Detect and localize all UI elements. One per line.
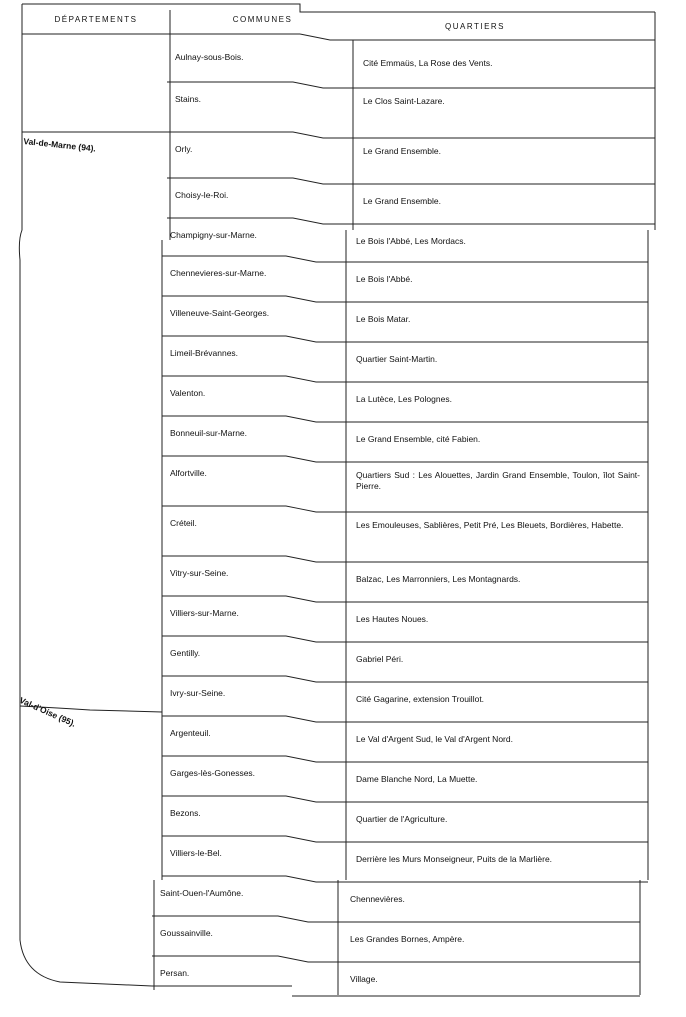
table-row	[0, 178, 686, 218]
commune-cell: Villiers-le-Bel.	[170, 848, 222, 858]
quartier-cell: Le Bois Matar.	[356, 314, 411, 324]
commune-cell: Champigny-sur-Marne.	[170, 230, 257, 240]
commune-cell: Villeneuve-Saint-Georges.	[170, 308, 270, 318]
quartier-cell: Le Val d'Argent Sud, le Val d'Argent Nord.	[356, 734, 513, 744]
departement-label: Val-de-Marne (94).	[22, 136, 97, 154]
quartier-cell: Quartier de l'Agriculture.	[356, 814, 448, 824]
quartier-cell: Cité Gagarine, extension Trouillot.	[356, 694, 485, 704]
commune-cell: Garges-lès-Gonesses.	[170, 768, 256, 778]
quartier-cell: Le Grand Ensemble, cité Fabien.	[356, 434, 481, 444]
commune-cell: Ivry-sur-Seine.	[170, 688, 226, 698]
quartier-cell: Les Emouleuses, Sablières, Petit Pré, Les Bleuets, Bordières, Habette.	[356, 520, 624, 530]
table-row	[0, 456, 686, 506]
quartier-cell: Gabriel Péri.	[356, 654, 404, 664]
quartier-cell: Le Grand Ensemble.	[363, 196, 441, 206]
commune-cell: Bonneuil-sur-Marne.	[170, 428, 248, 438]
commune-cell: Persan.	[160, 968, 190, 978]
commune-cell: Gentilly.	[170, 648, 201, 658]
table-row	[0, 596, 686, 636]
commune-cell: Bezons.	[170, 808, 201, 818]
table-row	[0, 256, 686, 296]
table-row	[0, 506, 686, 556]
table-row	[0, 676, 686, 716]
quartier-cell: Les Hautes Noues.	[356, 614, 429, 624]
table-row	[0, 636, 686, 676]
quartier-cell: Le Bois l'Abbé, Les Mordacs.	[356, 236, 466, 246]
commune-cell: Valenton.	[170, 388, 206, 398]
table-row	[0, 416, 686, 456]
commune-cell: Choisy-le-Roi.	[175, 190, 229, 200]
commune-cell: Saint-Ouen-l'Aumône.	[160, 888, 244, 898]
header-departements: DÉPARTEMENTS	[54, 14, 138, 24]
table-row	[0, 336, 686, 376]
quartier-cell: Village.	[350, 974, 378, 984]
commune-cell: Goussainville.	[160, 928, 213, 938]
quartier-cell: Quartier Saint-Martin.	[356, 354, 438, 364]
table-row	[0, 916, 686, 956]
quartier-cell: Chennevières.	[350, 894, 405, 904]
table-row	[0, 132, 686, 178]
header-communes: COMMUNES	[232, 14, 293, 24]
commune-cell: Argenteuil.	[170, 728, 211, 738]
commune-cell: Limeil-Brévannes.	[170, 348, 239, 358]
table-row	[0, 716, 686, 756]
quartier-cell: Le Grand Ensemble.	[363, 146, 441, 156]
commune-cell: Alfortville.	[170, 468, 207, 478]
table-row	[0, 40, 686, 82]
quartier-cell: Dame Blanche Nord, La Muette.	[356, 774, 478, 784]
quartier-cell: La Lutèce, Les Polognes.	[356, 394, 452, 404]
quartier-cell: Le Clos Saint-Lazare.	[363, 96, 445, 106]
quartier-cell: Les Grandes Bornes, Ampère.	[350, 934, 465, 944]
commune-cell: Villiers-sur-Marne.	[170, 608, 239, 618]
commune-cell: Créteil.	[170, 518, 197, 528]
table-row	[0, 218, 686, 256]
table-row	[0, 956, 686, 996]
quartier-cell: Quartiers Sud : Les Alouettes, Jardin Grand Ensemble, Toulon, îlot Saint-Pierre.	[356, 470, 640, 491]
header-quartiers: QUARTIERS	[444, 21, 506, 31]
table-row	[0, 756, 686, 796]
quartier-cell: Le Bois l'Abbé.	[356, 274, 413, 284]
commune-cell: Vitry-sur-Seine.	[170, 568, 229, 578]
quartier-cell: Derrière les Murs Monseigneur, Puits de la Marlière.	[356, 854, 553, 864]
table-row	[0, 376, 686, 416]
table-row	[0, 82, 686, 132]
commune-cell: Chennevieres-sur-Marne.	[170, 268, 267, 278]
table-row	[0, 556, 686, 596]
commune-cell: Aulnay-sous-Bois.	[175, 52, 244, 62]
table-row	[0, 836, 686, 876]
quartier-cell: Balzac, Les Marronniers, Les Montagnards.	[356, 574, 521, 584]
commune-cell: Stains.	[175, 94, 201, 104]
quartier-cell: Cité Emmaüs, La Rose des Vents.	[363, 58, 493, 68]
departement-label: Val-d'Oise (95).	[17, 695, 78, 729]
table-row	[0, 876, 686, 916]
commune-cell: Orly.	[175, 144, 193, 154]
table-row	[0, 296, 686, 336]
table-row	[0, 796, 686, 836]
